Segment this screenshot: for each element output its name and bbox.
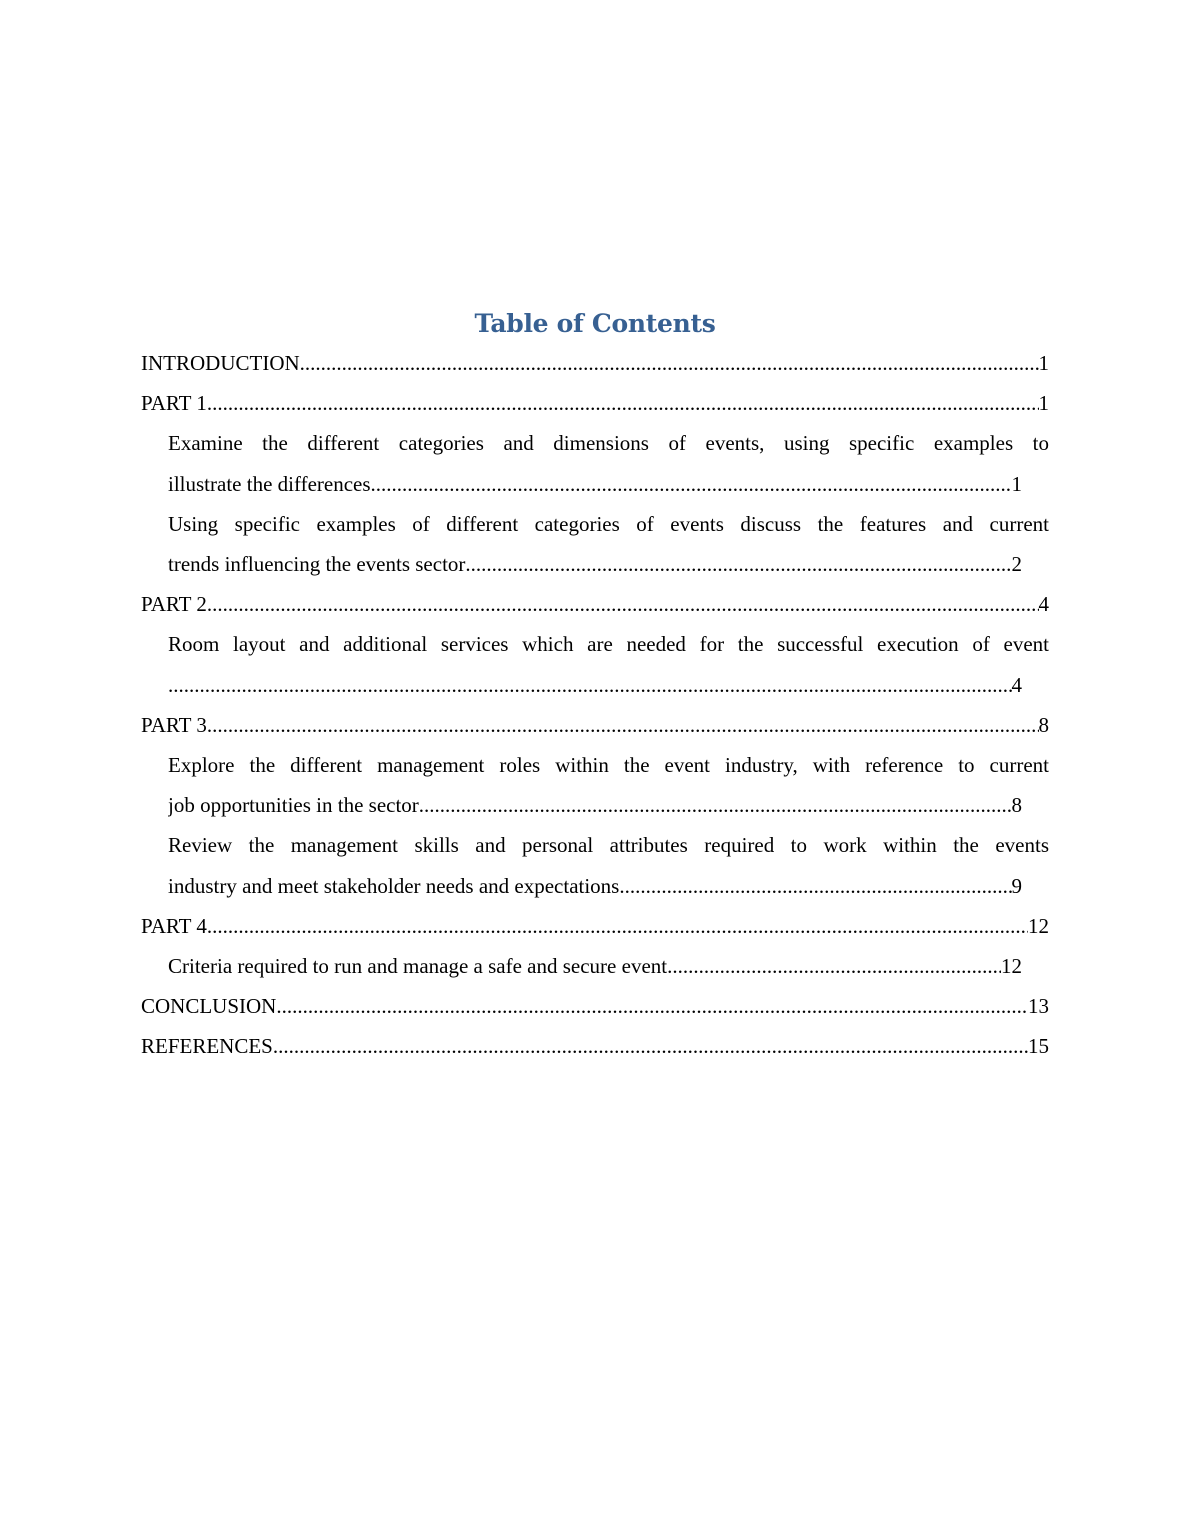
toc-page-number: 15: [1028, 1034, 1049, 1059]
toc-entry-line-2: [168, 544, 1022, 584]
toc-entry-label: INTRODUCTION: [141, 351, 300, 375]
toc-entry-part-3[interactable]: [141, 705, 1049, 745]
toc-entry-label: job opportunities in the sector: [168, 793, 419, 818]
toc-page-number: 4: [1038, 592, 1049, 617]
toc-entry-features-trends[interactable]: [168, 504, 1049, 584]
leader-dots: [207, 584, 1039, 624]
toc-entry-label: trends influencing the events sector: [168, 552, 466, 577]
toc-page-number: 12: [1028, 913, 1049, 938]
toc-entry-line-1: Using specific examples of different categories of events discuss the features and current: [168, 511, 1049, 536]
toc-entry-safe-secure-event[interactable]: [168, 946, 1022, 986]
toc-entry-part-4[interactable]: [141, 906, 1049, 946]
leader-dots: [300, 343, 1039, 383]
toc-entry-line-2: [168, 665, 1022, 705]
toc-page-number: 8: [1011, 793, 1022, 818]
toc-entry-line-2: [168, 464, 1022, 504]
toc-entry-line-2: [168, 785, 1022, 825]
leader-dots: [619, 866, 1011, 906]
leader-dots: [276, 986, 1028, 1026]
toc-page-number: 8: [1038, 712, 1049, 737]
toc-entry-line-1: Explore the different management roles within the event industry, with reference to current: [168, 753, 1049, 778]
toc-entry-line-2: [168, 866, 1022, 906]
toc-page-number: 2: [1011, 552, 1022, 577]
toc-entry-label: REFERENCES: [141, 1034, 273, 1059]
toc-entry-introduction[interactable]: [141, 343, 1049, 383]
toc-entry-label: illustrate the differences: [168, 471, 371, 496]
leader-dots: [465, 544, 1011, 584]
toc-entry-label: Criteria required to run and manage a safe and secure event: [168, 954, 668, 979]
toc-page-number: 1: [1011, 471, 1022, 496]
toc-entry-line-1: Review the management skills and personal attributes required to work within the events: [168, 833, 1049, 858]
leader-dots: [207, 705, 1039, 745]
toc-entry-management-skills[interactable]: [168, 825, 1049, 905]
toc-title: Table of Contents: [474, 309, 716, 338]
toc-entry-label: PART 2: [141, 592, 207, 617]
toc-page-number: 1: [1038, 391, 1049, 416]
toc-page-number: 4: [1011, 672, 1022, 697]
toc-entry-conclusion[interactable]: [141, 986, 1049, 1026]
toc-entry-label: PART 1: [141, 391, 207, 416]
toc-entry-line-1: Room layout and additional services which are needed for the successful execution of event: [168, 632, 1049, 657]
toc-entry-examine-categories[interactable]: [168, 423, 1049, 503]
toc-entry-part-2[interactable]: [141, 584, 1049, 624]
leader-dots: [207, 906, 1028, 946]
toc-entry-label: industry and meet stakeholder needs and expectations: [168, 873, 620, 898]
toc-entry-references[interactable]: [141, 1026, 1049, 1066]
leader-dots: [168, 665, 1012, 705]
toc-entry-line-1: Examine the different categories and dimensions of events, using specific examples to: [168, 431, 1049, 456]
toc-page-number: 13: [1028, 994, 1049, 1019]
toc-entry-label: PART 4: [141, 913, 207, 938]
toc-entry-label: PART 3: [141, 712, 207, 737]
leader-dots: [273, 1026, 1028, 1066]
leader-dots: [419, 785, 1012, 825]
toc-page-number: 9: [1011, 873, 1022, 898]
toc-entry-part-1[interactable]: [141, 383, 1049, 423]
table-of-contents: [141, 305, 1049, 1067]
leader-dots: [207, 383, 1039, 423]
toc-page-number: 12: [1001, 954, 1022, 979]
toc-entry-room-layout[interactable]: [168, 624, 1049, 704]
toc-page-number: 1: [1038, 351, 1049, 375]
leader-dots: [667, 946, 1001, 986]
leader-dots: [371, 464, 1012, 504]
toc-entry-management-roles[interactable]: [168, 745, 1049, 825]
toc-entry-label: CONCLUSION: [141, 994, 277, 1019]
